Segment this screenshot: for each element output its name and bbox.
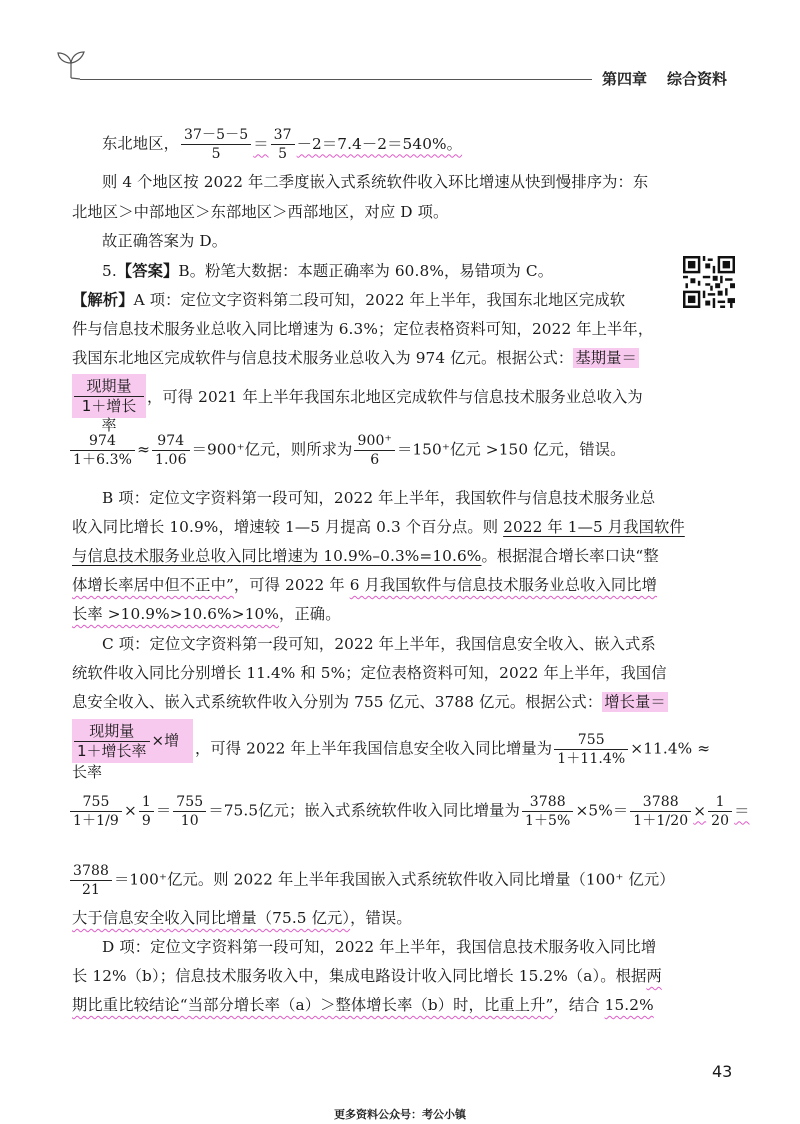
formula-base-fraction: 现期量 1＋增长率: [72, 374, 146, 418]
line-25: 期比重比较结论“当部分增长率（a）＞整体增长率（b）时，比重上升”，结合 15.2%: [72, 996, 654, 1014]
line-14: 体增长率居中但不正中”，可得 2022 年 6 月我国软件与信息技术服务业总收入同比增: [72, 576, 658, 594]
analysis-tag: 【解析】: [72, 291, 134, 309]
answer-tag: 【答案】: [116, 262, 179, 280]
line-16: C 项：定位文字资料第一段可知，2022 年上半年，我国信息安全收入、嵌入式系: [102, 635, 656, 653]
formula-increase-label: 增长量＝: [604, 693, 666, 711]
line-21: $\frac{3788}{21}$ ＝100⁺亿元。则 2022 年上半年我国嵌入式系统软件收入同比增量（100⁺ 亿元）: [68, 862, 675, 899]
line-9: ，可得 2021 年上半年我国东北地区完成软件与信息技术服务业总收入为: [147, 388, 643, 406]
footer-text: 更多资料公众号：考公小镇: [334, 1108, 466, 1121]
line-24: 长 12%（b）；信息技术服务收入中，集成电路设计收入同比增长 15.2%（a）。根据两: [72, 967, 662, 985]
line-10: $\frac{974}{1+6.3\%}$ ≈ $\frac{974}{1.06}$ ＝900⁺亿元，则所求为 $\frac{900^+}{6}$ ＝150⁺亿元 >150 亿元，错误。: [68, 432, 626, 469]
line-22: 大于信息安全收入同比增量（75.5 亿元），错误。: [72, 909, 412, 927]
line-8: 我国东北地区完成软件与信息技术服务业总收入为 974 亿元。根据公式： 基期量＝: [72, 349, 637, 367]
line-3: 北地区＞中部地区＞东部地区＞西部地区，对应 D 项。: [72, 203, 449, 221]
line-18: 息安全收入、嵌入式系统软件收入分别为 755 亿元、3788 亿元。根据公式： 增长量＝: [72, 693, 666, 711]
line-20: $\frac{755}{1+1/9}$ × $\frac{1}{9}$ ＝ $\frac{755}{10}$ ＝75.5亿元；嵌入式系统软件收入同比增量为 $\frac{3788}{1+5\%}$ ×5%＝ $\frac{3788}{1+1/20}$ × $\frac{1}{20}$ ＝: [68, 793, 750, 830]
line-12: 收入同比增长 10.9%，增速较 1—5 月提高 0.3 个百分点。则 2022 年 1—5 月我国软件: [72, 518, 685, 536]
answer-line: 5.【答案】B。粉笔大数据：本题正确率为 60.8%，易错项为 C。: [102, 262, 554, 280]
line-23: D 项：定位文字资料第一段可知，2022 年上半年，我国信息技术服务收入同比增: [102, 938, 657, 956]
formula-northeast: $\frac{37-5-5}{5}$ ＝ $\frac{37}{5}$ －2＝7.4－2＝540%。: [179, 135, 462, 153]
line-17: 统软件收入同比分别增长 11.4% 和 5%；定位表格资料可知，2022 年上半年，我国信: [72, 664, 667, 682]
line-13: 与信息技术服务业总收入同比增速为 10.9%–0.3%=10.6%。根据混合增长率口诀“整: [72, 547, 659, 565]
line-15: 长率 >10.9%>10.6%>10%，正确。: [72, 605, 341, 623]
chapter-label: 第四章: [602, 70, 648, 88]
analysis-line-1: 【解析】A 项：定位文字资料第二段可知，2022 年上半年，我国东北地区完成软: [72, 291, 626, 309]
line-4: 故正确答案为 D。: [102, 232, 228, 250]
line-1: 东北地区， $\frac{37-5-5}{5}$ ＝ $\frac{37}{5}$ －2＝7.4－2＝540%。: [102, 127, 463, 162]
formula-base-label: 基期量＝: [575, 349, 637, 367]
section-label: 综合资料: [667, 70, 728, 88]
page-number: 43: [712, 1062, 733, 1081]
formula-increase-fraction: 现期量 1＋增长率 ×增长率: [72, 719, 193, 763]
leaf-icon: [54, 50, 88, 80]
line-11: B 项：定位文字资料第一段可知，2022 年上半年，我国软件与信息技术服务业总: [102, 489, 656, 507]
qr-code-icon: [683, 256, 735, 308]
line-2: 则 4 个地区按 2022 年二季度嵌入式系统软件收入环比增速从快到慢排序为：东: [102, 173, 649, 191]
line-19: ，可得 2022 年上半年我国信息安全收入同比增量为 $\frac{755}{1+11.4\%}$ ×11.4% ≈: [195, 732, 711, 767]
header-rule: [80, 79, 592, 80]
line-7: 件与信息技术服务业总收入同比增速为 6.3%；定位表格资料可知，2022 年上半年，: [72, 320, 654, 338]
